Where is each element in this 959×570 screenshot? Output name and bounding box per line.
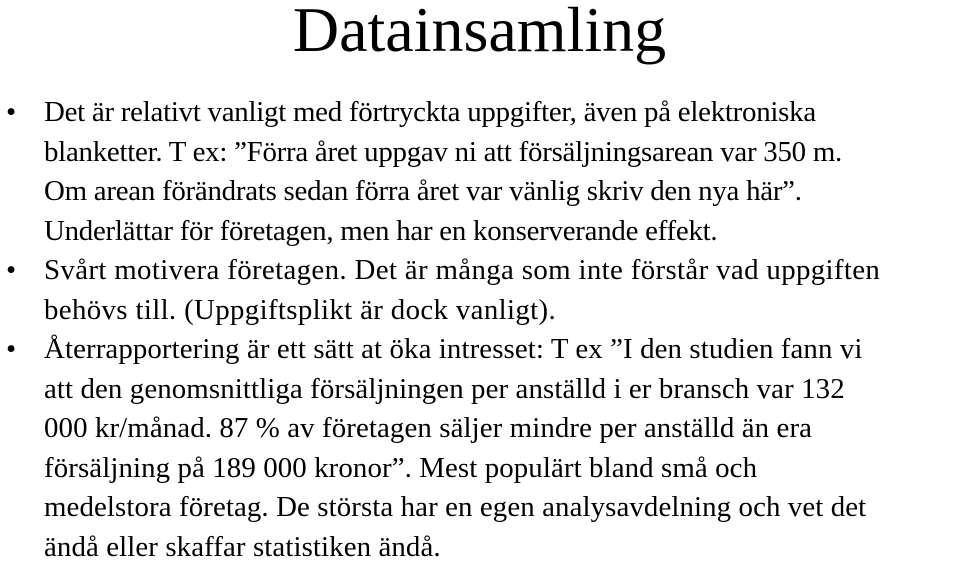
slide-title: Datainsamling — [292, 0, 667, 65]
bullet-line: att den genomsnittliga försäljningen per anställd i er bransch var 132 — [44, 372, 845, 405]
bullet-line: Svårt motivera företagen. Det är många som inte förstår vad uppgiften — [44, 254, 881, 286]
bullet-line: ändå eller skaffar statistiken ändå. — [44, 530, 441, 563]
bullet-line: Det är relativt vanligt med förtryckta uppgifter, även på elektroniska — [44, 96, 816, 128]
bullet-line: behövs till. (Uppgiftsplikt är dock vanligt). — [44, 293, 557, 326]
bullet-dot: • — [6, 254, 17, 286]
bullet-item-feedback — [0, 330, 959, 567]
bullet-line: Om arean förändrats sedan förra året var vänlig skriv den nya här”. — [44, 175, 802, 207]
bullet-dot: • — [6, 96, 16, 128]
bullet-line: blanketter. T ex: ”Förra året uppgav ni att försäljningsarean var 350 m. — [44, 135, 843, 168]
bullet-line: Underlättar för företagen, men har en konserverande effekt. — [44, 214, 718, 247]
bullet-item-motivation — [0, 251, 959, 330]
bullet-line: medelstora företag. De största har en egen analysavdelning och vet det — [44, 491, 867, 523]
bullet-item-prefilled-data — [0, 93, 959, 251]
bullet-line: 000 kr/månad. 87 % av företagen säljer mindre per anställd än era — [44, 412, 813, 444]
bullet-line: Återrapportering är ett sätt at öka intresset: T ex ”I den studien fann vi — [44, 333, 863, 365]
bullet-dot: • — [6, 333, 17, 365]
bullet-line: försäljning på 189 000 kronor”. Mest populärt bland små och — [44, 451, 758, 484]
bullet-list — [0, 93, 959, 567]
